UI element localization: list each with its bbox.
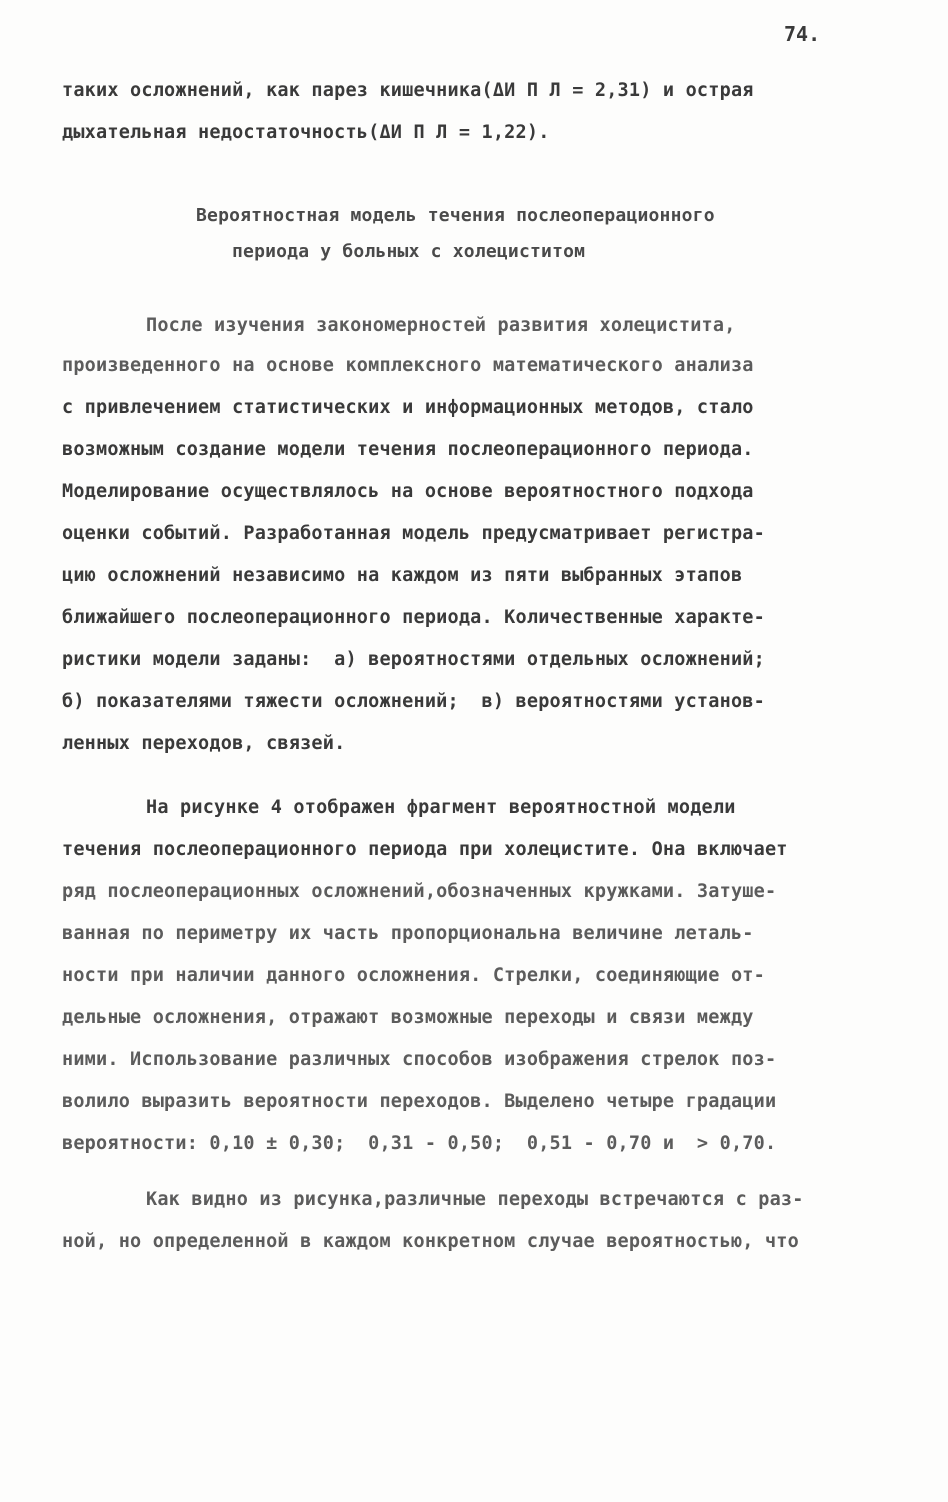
text-line: дыхательная недостаточность(ΔИ П Л = 1,22).: [62, 122, 550, 143]
text-line: с привлечением статистических и информационных методов, стало: [62, 397, 754, 418]
section-heading-line: Вероятностная модель течения послеоперационного: [196, 205, 715, 226]
section-heading-line: периода у больных с холециститом: [232, 241, 586, 262]
text-line: ности при наличии данного осложнения. Стрелки, соединяющие от-: [62, 965, 765, 986]
text-line: дельные осложнения, отражают возможные переходы и связи между: [62, 1007, 754, 1028]
text-line: На рисунке 4 отображен фрагмент вероятностной модели: [146, 797, 736, 818]
text-line: течения послеоперационного периода при холецистите. Она включает: [62, 839, 788, 860]
text-line: произведенного на основе комплексного математического анализа: [62, 355, 754, 376]
text-line: ристики модели заданы: а) вероятностями отдельных осложнений;: [62, 649, 765, 670]
page-number: 74.: [784, 22, 821, 46]
text-line: возможным создание модели течения послеоперационного периода.: [62, 439, 754, 460]
text-line: ряд послеоперационных осложнений,обозначенных кружками. Затушe-: [62, 881, 777, 902]
text-line: вероятности: 0,10 ± 0,30; 0,31 - 0,50; 0,51 - 0,70 и > 0,70.: [62, 1133, 777, 1154]
text-line: волило выразить вероятности переходов. Выделено четыре градации: [62, 1091, 777, 1112]
text-line: ленных переходов, связей.: [62, 733, 346, 754]
text-line: Как видно из рисунка,различные переходы встречаются с раз-: [146, 1189, 804, 1210]
text-line: б) показателями тяжести осложнений; в) вероятностями установ-: [62, 691, 765, 712]
text-line: таких осложнений, как парез кишечника(ΔИ П Л = 2,31) и острая: [62, 80, 754, 101]
text-line: оценки событий. Разработанная модель предусматривает регистра-: [62, 523, 765, 544]
text-line: ближайшего послеоперационного периода. Количественные характе-: [62, 607, 765, 628]
text-line: Моделирование осуществлялось на основе вероятностного подхода: [62, 481, 754, 502]
text-line: ними. Использование различных способов изображения стрелок поз-: [62, 1049, 777, 1070]
text-line: После изучения закономерностей развития холецистита,: [146, 315, 736, 336]
text-line: ной, но определенной в каждом конкретном случае вероятностью, что: [62, 1231, 799, 1252]
text-line: ванная по периметру их часть пропорциональна величине леталь-: [62, 923, 754, 944]
text-line: цию осложнений независимо на каждом из пяти выбранных этапов: [62, 565, 743, 586]
